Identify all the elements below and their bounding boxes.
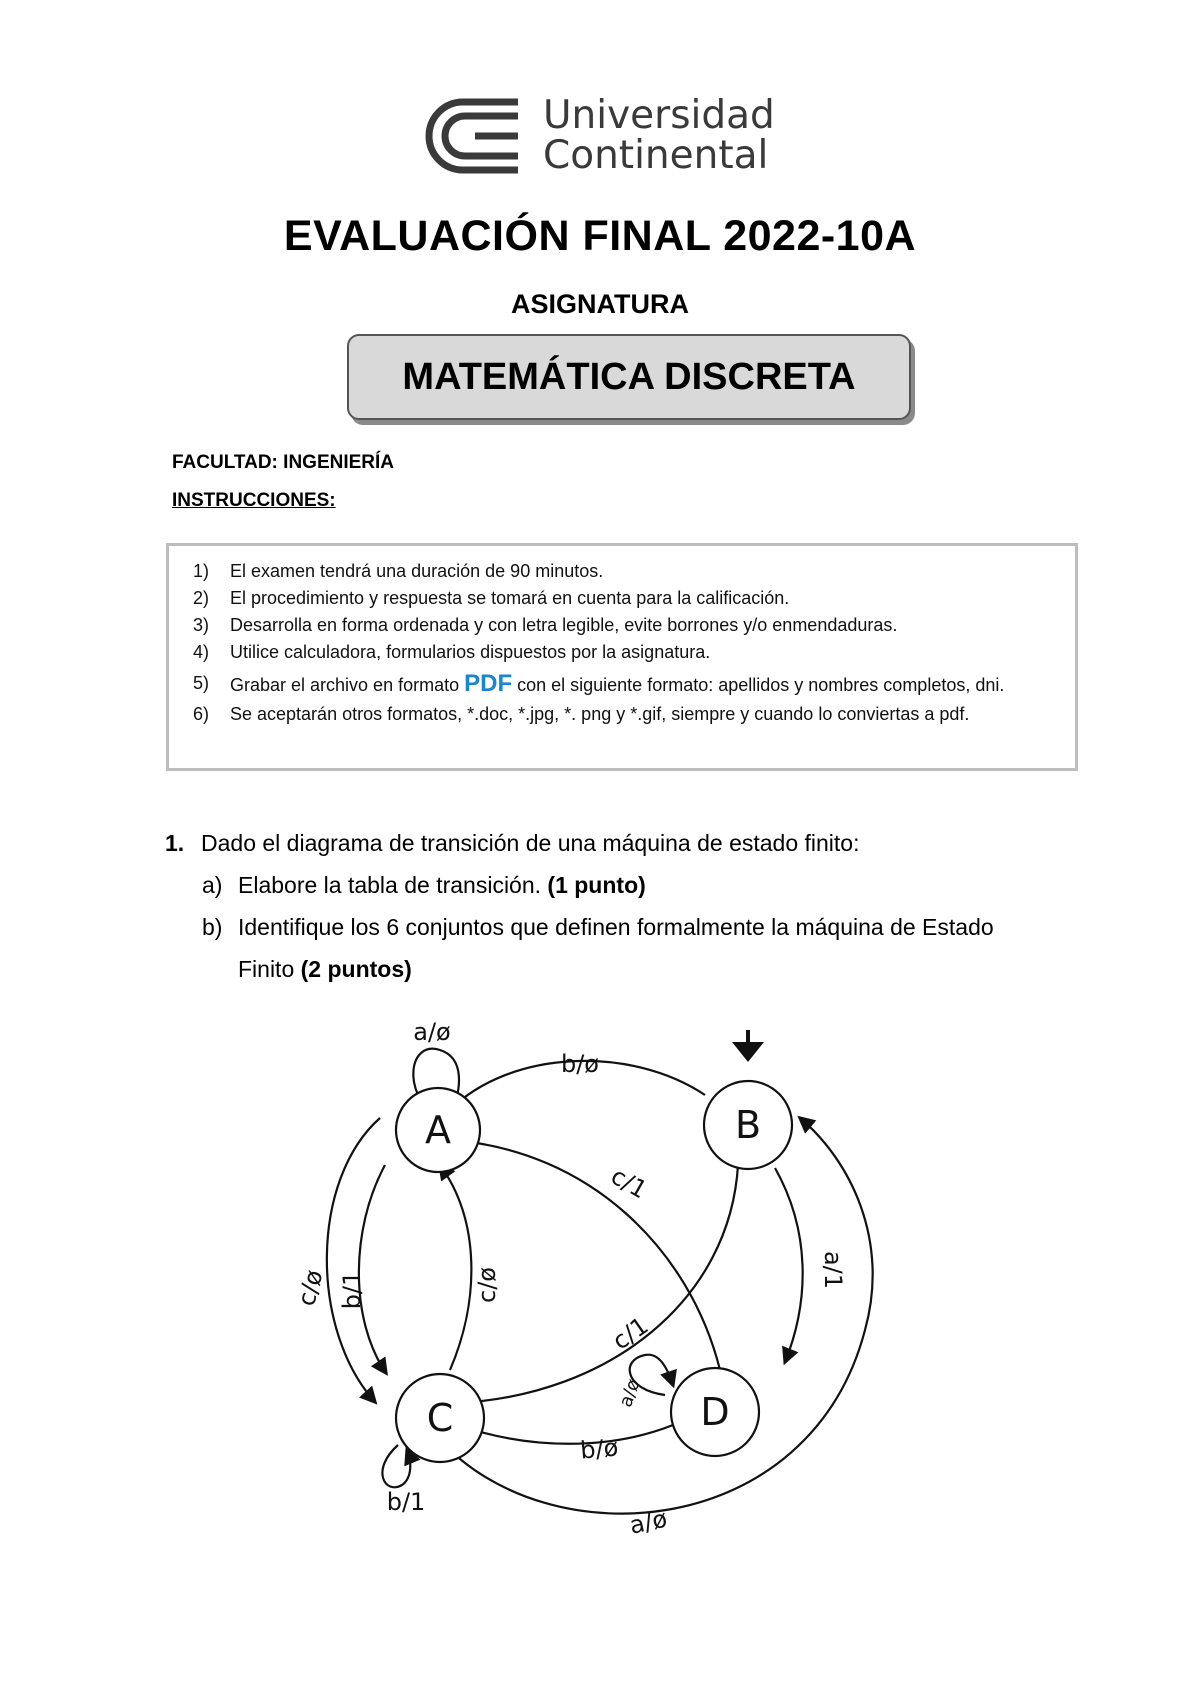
instruction-text: Utilice calculadora, formularios dispuestos por la asignatura.	[230, 642, 711, 662]
state-a-label: A	[425, 1108, 451, 1152]
label-c-to-b: a/ø	[627, 1504, 670, 1540]
instruction-number: 5)	[193, 673, 210, 693]
instruction-number: 3)	[193, 615, 210, 635]
instruction-number: 6)	[193, 704, 210, 724]
instruction-item	[169, 612, 1075, 639]
edge-c-to-b	[440, 1118, 873, 1514]
label-b-to-a: b/ø	[560, 1050, 600, 1078]
instruction-item	[169, 639, 1075, 666]
question-text: Dado el diagrama de transición de una máquina de estado finito:	[201, 830, 860, 856]
instruction-text-before: Grabar el archivo en formato	[230, 675, 465, 695]
subquestion-text: Identifique los 6 conjuntos que definen formalmente la máquina de Estado	[238, 914, 994, 940]
instructions-list	[169, 546, 1075, 728]
subject-box	[347, 334, 911, 420]
instruction-number: 4)	[193, 642, 210, 662]
label-b-to-c: c/1	[607, 1311, 654, 1356]
subquestion-points: (1 punto)	[547, 872, 646, 898]
instruction-item	[169, 558, 1075, 585]
edge-c-to-a	[440, 1165, 471, 1370]
edge-b-to-d	[775, 1168, 803, 1362]
instruction-number: 1)	[193, 561, 210, 581]
instructions-box	[166, 543, 1078, 771]
subject-label: ASIGNATURA	[511, 289, 689, 319]
question-1a	[202, 872, 646, 899]
label-c-self: b/1	[386, 1488, 426, 1516]
instruction-text: El examen tendrá una duración de 90 minutos.	[230, 561, 604, 581]
instruction-text-after: con el siguiente formato: apellidos y nombres completos, dni.	[512, 675, 1005, 695]
university-logo	[423, 93, 783, 178]
question-1	[165, 830, 860, 857]
label-b-to-d: a/1	[819, 1250, 847, 1290]
instruction-text: Se aceptarán otros formatos, *.doc, *.jpg, *. png y *.gif, siempre y cuando lo conviertas a pdf.	[230, 704, 970, 724]
label-d-to-a: c/1	[606, 1161, 652, 1205]
instruction-item	[169, 701, 1075, 728]
instruction-item	[169, 670, 1075, 699]
instructions-heading: INSTRUCCIONES:	[172, 490, 336, 511]
question-1b-continued	[238, 956, 412, 983]
edge-a-to-c-outer	[327, 1118, 380, 1402]
question-number: 1.	[165, 830, 185, 856]
instruction-text: El procedimiento y respuesta se tomará en cuenta para la calificación.	[230, 588, 790, 608]
instruction-text: Desarrolla en forma ordenada y con letra legible, evite borrones y/o enmendaduras.	[230, 615, 898, 635]
pdf-highlight: PDF	[464, 670, 513, 697]
label-c-to-a: c/ø	[473, 1267, 501, 1303]
instruction-item	[169, 585, 1075, 612]
edge-d-to-c	[458, 1425, 673, 1444]
exam-title: EVALUACIÓN FINAL 2022-10A	[283, 212, 917, 260]
state-c-label: C	[426, 1396, 454, 1440]
state-d-label: D	[700, 1390, 730, 1434]
subject-name: MATEMÁTICA DISCRETA	[402, 355, 856, 398]
subquestion-text-continued: Finito	[238, 956, 301, 982]
subquestion-text: Elabore la tabla de transición.	[238, 872, 548, 898]
label-a-to-c-inner: b/1	[338, 1270, 366, 1310]
subquestion-points: (2 puntos)	[300, 956, 412, 982]
label-a-self: a/ø	[413, 1018, 451, 1046]
state-transition-diagram	[290, 1000, 910, 1550]
subquestion-marker: a)	[202, 872, 223, 898]
question-1b	[202, 914, 994, 941]
label-d-self: a/ø	[615, 1376, 645, 1410]
subquestion-marker: b)	[202, 914, 223, 940]
university-name-line1: Universidad	[543, 93, 775, 138]
edge-d-to-a	[450, 1140, 720, 1370]
start-arrow-icon	[732, 1030, 764, 1062]
edge-c-self	[382, 1445, 410, 1487]
label-d-to-c: b/ø	[579, 1433, 620, 1465]
university-logo-mark-icon	[423, 96, 533, 176]
state-b-label: B	[734, 1103, 762, 1147]
instruction-number: 2)	[193, 588, 210, 608]
label-a-to-c-outer: c/ø	[292, 1266, 329, 1309]
university-name	[543, 93, 775, 178]
university-name-line2: Continental	[543, 133, 769, 178]
edge-a-to-c-inner	[359, 1165, 386, 1373]
faculty-line: FACULTAD: INGENIERÍA	[172, 452, 395, 473]
